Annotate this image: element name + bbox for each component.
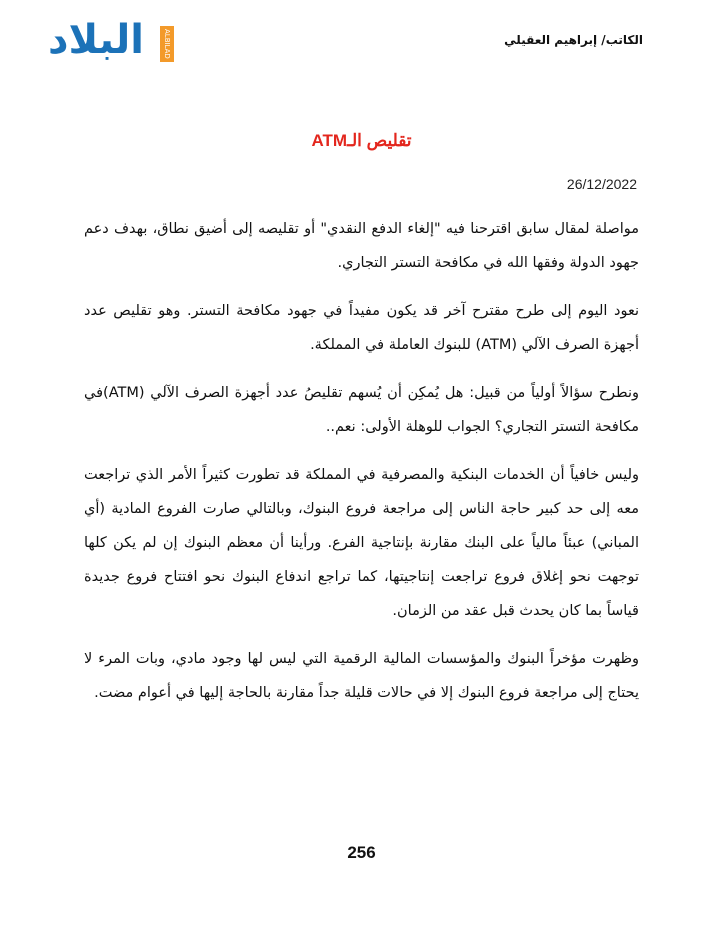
page-number: 256 — [347, 843, 376, 862]
logo-wordmark: البلاد — [48, 17, 144, 63]
albilad-logo — [48, 16, 178, 64]
logo-tag: ALBILAD TV — [160, 26, 174, 62]
article-title: تقليص الـATM — [311, 131, 412, 150]
article-body — [84, 212, 639, 724]
article-date: 26/12/2022 — [566, 176, 637, 192]
author-name: الكاتب/ إبراهيم العقيلي — [504, 33, 643, 47]
paragraph: وليس خافياً أن الخدمات البنكية والمصرفية في المملكة قد تطورت كثيراً الأمر الذي تراجعت معه إلى حد كبير حاجة الناس إلى مراجعة فروع البنوك، وبالتالي صارت الفروع المادية (أي المباني) عبئاً مالياً على البنك مقارنة بإنتاجية الفرع. ورأينا أن معظم البنوك إن لم يكن كلها توجهت نحو إغلاق فروع تراجعت إنتاجيتها، كما تراجع اندفاع البنوك نحو افتتاح فروع جديدة قياساً بما كان يحدث قبل عقد من الزمان. — [84, 467, 639, 619]
paragraph: مواصلة لمقال سابق اقترحنا فيه "إلغاء الدفع النقدي" أو تقليصه إلى أضيق نطاق، بهدف دعم جهود الدولة وفقها الله في مكافحة التستر التجاري. — [84, 221, 639, 271]
paragraph: وظهرت مؤخراً البنوك والمؤسسات المالية الرقمية التي ليس لها وجود مادي، وبات المرء لا يحتاج إلى مراجعة فروع البنوك إلا في حالات قليلة جداً مقارنة بالحاجة إليها في أعوام مضت. — [84, 651, 639, 701]
paragraph: ونطرح سؤالاً أولياً من قبيل: هل يُمكِن أن يُسهم تقليصُ عدد أجهزة الصرف الآلي (ATM)في مكافحة التستر التجاري؟ الجواب للوهلة الأولى: نعم.. — [84, 385, 639, 435]
paragraph: نعود اليوم إلى طرح مقترح آخر قد يكون مفيداً في جهود مكافحة التستر. وهو تقليص عدد أجهزة الصرف الآلي (ATM) للبنوك العاملة في المملكة. — [84, 303, 639, 353]
